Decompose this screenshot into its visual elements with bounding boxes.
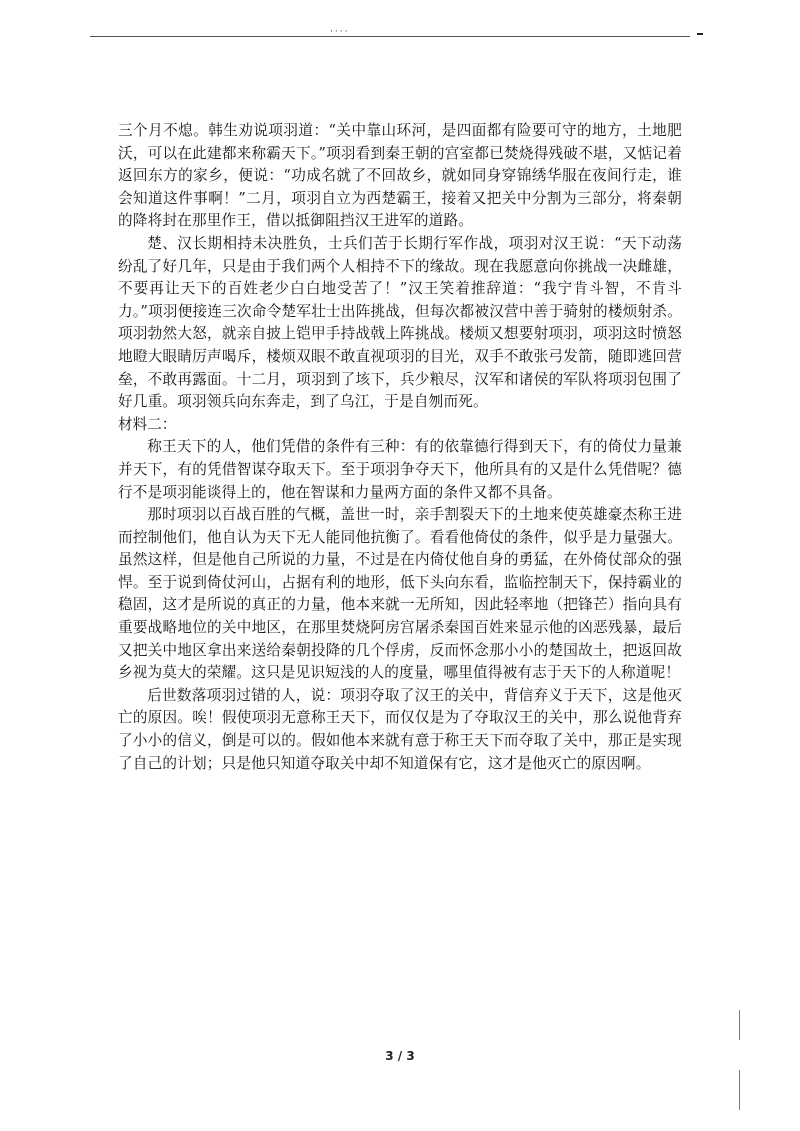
section-heading-material-two: 材料二： <box>118 415 177 433</box>
page-number: 3 / 3 <box>385 1049 415 1063</box>
paragraph-xiang-yu-power: 那时项羽以百战百胜的气概，盖世一时，亲手割裂天下的土地来使英雄豪杰称王进而控制他们，他自认为天下无人能同他抗衡了。看看他倚仗的条件，似乎是力量强大。虽然这样，但是他自己所说的力量，不过是在内倚仗他自身的勇猛，在外倚仗部众的强悍。至于说到倚仗河山，占据有利的地形，低下头向东看，监临控制天下，保持霸业的稳固，这才是所说的真正的力量，他本来就一无所知，因此轻率地（把锋芒）指向具有重要战略地位的关中地区，在那里焚烧阿房宫屠杀秦国百姓来显示他的凶恶残暴，最后又把关中地区拿出来送给秦朝投降的几个俘虏，反而怀念那小小的楚国故土，把返回故乡视为莫大的荣耀。这只是见识短浅的人的度量，哪里值得被有志于天下的人称道呢！ <box>118 506 682 682</box>
scan-top-border <box>90 36 690 37</box>
paragraph-later-critics: 后世数落项羽过错的人，说：项羽夺取了汉王的关中，背信弃义于天下，这是他灭亡的原因。唉！假使项羽无意称王天下，而仅仅是为了夺取汉王的关中，那么说他背弃了小小的信义，倒是可以的。假如他本来就有意于称王天下而夺取了关中，那正是实现了自己的计划；只是他只知道夺取关中却不知道保有它，这才是他灭亡的原因啊。 <box>118 686 682 772</box>
document-body <box>118 120 682 775</box>
scan-edge-mark <box>739 1070 740 1110</box>
scan-corner-mark <box>697 33 703 35</box>
paragraph-continued: 三个月不熄。韩生劝说项羽道：“关中靠山环河，是四面都有险要可守的地方，土地肥沃，可以在此建都来称霸天下。”项羽看到秦王朝的宫室都已焚烧得残破不堪，又惦记着返回东方的家乡，便说：“功成名就了不回故乡，就如同身穿锦绣华服在夜间行走，谁会知道这件事啊！”二月，项羽自立为西楚霸王，接着又把关中分割为三部分，将秦朝的降将封在那里作王，借以抵御阻挡汉王进军的道路。 <box>118 122 682 230</box>
paragraph-chu-han-war: 楚、汉长期相持未决胜负，士兵们苦于长期行军作战，项羽对汉王说：“天下动荡纷乱了好几年，只是由于我们两个人相持不下的缘故。现在我愿意向你挑战一决雌雄，不要再让天下的百姓老少白白地受苦了！”汉王笑着推辞道：“我宁肯斗智，不肯斗力。”项羽便接连三次命令楚军壮士出阵挑战，但每次都被汉营中善于骑射的楼烦射杀。项羽勃然大怒，就亲自披上铠甲手持战戟上阵挑战。楼烦又想要射项羽，项羽这时愤怒地瞪大眼睛厉声喝斥，楼烦双眼不敢直视项羽的目光，双手不敢张弓发箭，随即逃回营垒，不敢再露面。十二月，项羽到了垓下，兵少粮尽，汉军和诸侯的军队将项羽包围了好几重。项羽领兵向东奔走，到了乌江，于是自刎而死。 <box>118 234 682 411</box>
scan-header-marks: ···· <box>330 27 350 37</box>
paragraph-three-conditions: 称王天下的人，他们凭借的条件有三种：有的依靠德行得到天下，有的倚仗力量兼并天下，有的凭借智谋夺取天下。至于项羽争夺天下，他所具有的又是什么凭借呢？德行不是项羽能谈得上的，他在智谋和力量两方面的条件又都不具备。 <box>118 438 682 501</box>
scan-edge-mark <box>739 1010 740 1040</box>
